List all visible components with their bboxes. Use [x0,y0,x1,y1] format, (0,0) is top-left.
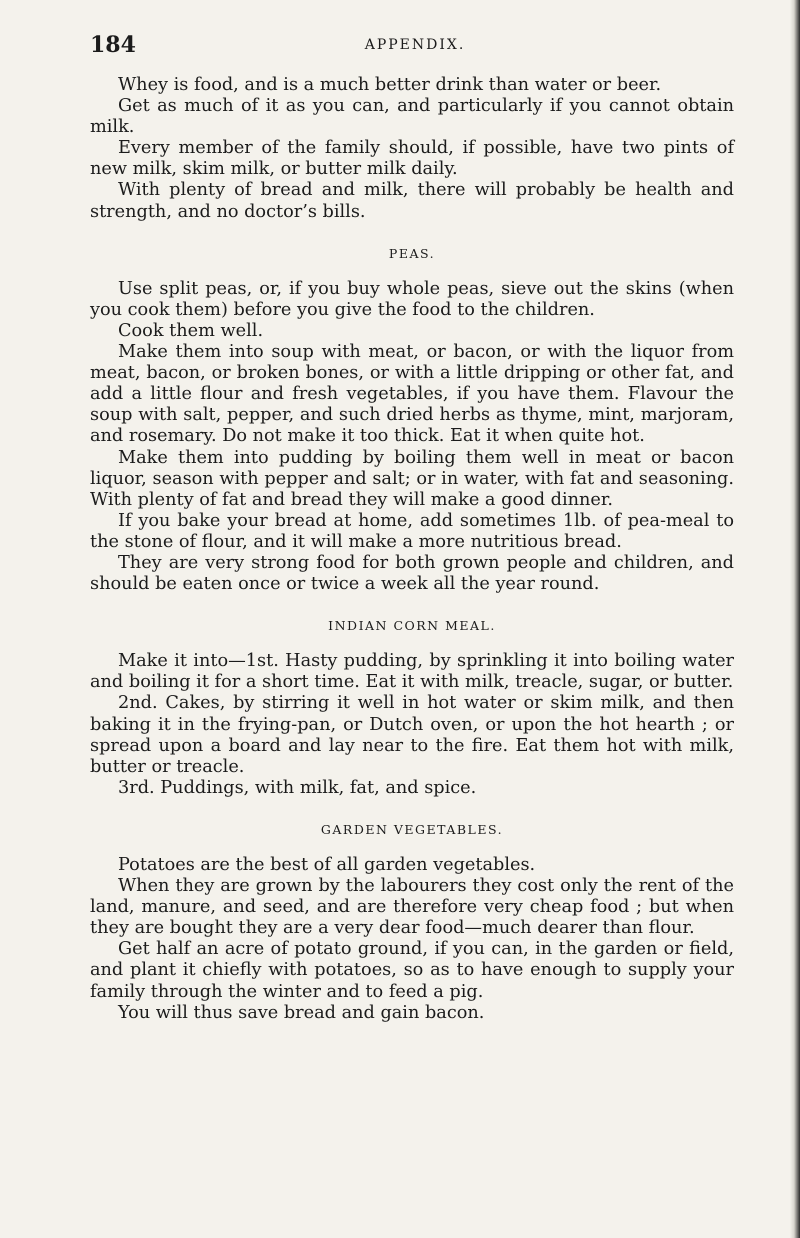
page-number: 184 [90,32,136,58]
paragraph: You will thus save bread and gain bacon. [118,1002,485,1023]
section-heading-garden-vegetables: GARDEN VEGETABLES. [320,821,504,837]
paragraph: Cook them well. [118,320,264,341]
page-edge-shadow [790,0,800,1238]
paragraph: Make it into—1st. Hasty pudding, by sprinkling it into boiling water and boiling it for a short time. Eat it with milk, treacle, sugar, or butter. [90,651,734,693]
paragraph: Potatoes are the best of all garden vegetables. [118,855,536,875]
body-text [90,75,734,1024]
section-heading-indian-corn-meal: INDIAN CORN MEAL. [328,618,496,634]
paragraph: Use split peas, or, if you buy whole peas, sieve out the skins (when you cook them) before you give the food to the children. [90,278,734,320]
paragraph: When they are grown by the labourers they cost only the rent of the land, manure, and seed, and are therefore very cheap food ; but when they are bought they are a very dear food—much dearer than flour. [90,876,734,939]
paragraph: 2nd. Cakes, by stirring it well in hot water or skim milk, and then baking it in the frying-pan, or Dutch oven, or upon the hot hearth ; or spread upon a board and lay near to the fire. Eat them hot with milk, butter or treacle. [90,693,734,777]
paragraph: Make them into pudding by boiling them well in meat or bacon liquor, season with pepper and salt; or in water, with fat and seasoning. With plenty of fat and bread they will make a good dinner. [90,447,734,510]
paragraph: With plenty of bread and milk, there will probably be health and strength, and no doctor’s bills. [90,180,734,222]
paragraph: Every member of the family should, if possible, have two pints of new milk, skim milk, or butter milk daily. [90,138,734,180]
page-header [90,32,740,62]
running-head: APPENDIX. [364,37,466,53]
paragraph: Get as much of it as you can, and particularly if you cannot obtain milk. [90,96,734,138]
paragraph: Make them into soup with meat, or bacon, or with the liquor from meat, bacon, or broken bones, or with a little dripping or other fat, and add a little flour and fresh vegetables, if you have them. Flavour the soup with salt, pepper, and such dried herbs as thyme, mint, marjoram, and rosemary. Do not make it too thick. Eat it when quite hot. [90,342,734,447]
paragraph: 3rd. Puddings, with milk, fat, and spice. [118,777,477,798]
paragraph: If you bake your bread at home, add sometimes 1lb. of pea-meal to the stone of flour, and it will make a more nutritious bread. [90,510,734,552]
paragraph: They are very strong food for both grown people and children, and should be eaten once or twice a week all the year round. [90,552,734,595]
section-heading-peas: PEAS. [388,245,436,261]
paragraph: Whey is food, and is a much better drink than water or beer. [118,75,662,95]
paragraph: Get half an acre of potato ground, if you can, in the garden or field, and plant it chiefly with potatoes, so as to have enough to supply your family through the winter and to feed a pig. [90,939,734,1002]
